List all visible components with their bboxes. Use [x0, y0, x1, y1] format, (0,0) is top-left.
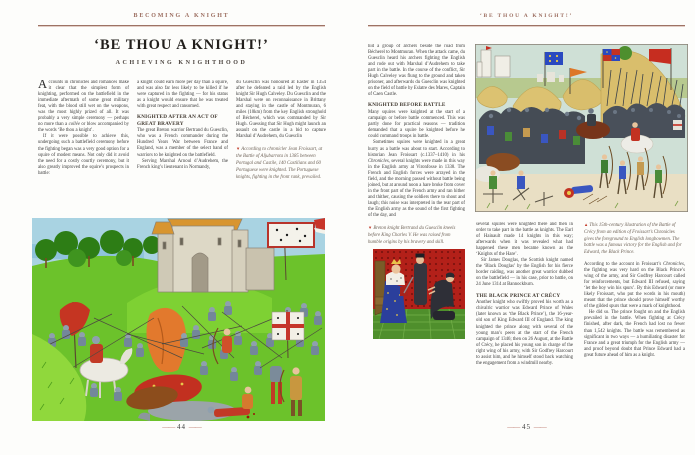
left-column-2: [137, 80, 228, 218]
body-paragraph: a knight could earn more per day than a squire, and was also far less likely to be killed if he were captured in the fighting — for his status as a knight would ensure that he was treated with great respect and ransomed.: [137, 80, 228, 110]
left-running-head: BECOMING A KNIGHT: [133, 13, 230, 19]
page-subtitle: ACHIEVING KNIGHTHOOD: [115, 60, 248, 66]
body-paragraph: du Guesclin was honoured at Easter in 1354 after he defeated a raid led by the English knight Sir Hugh Calveley. Du Guesclin and the Marshal were on reconnaissance in Brittany and staying in the castle of Montmuran, 6 miles (10km) from the key English stronghold of Bécherel, which was commanded by Sir Hugh. Guessing that Sir Hugh might launch an assault on the castle in a bid to capture Marshal d’Audrehem, du Guesclin: [236, 80, 326, 140]
caption-arrow-down-icon: ▼: [368, 225, 373, 231]
page-number-dash: ——: [507, 423, 520, 431]
body-paragraph: Accounts in chronicles and romances make it clear that the simplest form of knighting, performed on the battlefield in the immediate aftermath of some great military feat, with the blood still wet on the weapons, was the most highly prized of all. It was probably a very simple ceremony — perhaps no more than a collée or blow accompanied by the words ‘Be thou a knight’.: [38, 80, 129, 134]
body-paragraph: Another knight who swiftly proved his worth as a chivalric warrior was Edward Prince of Wales (later known as ‘the Black Prince’), the 16-year-old son of King Edward III of England. The king knighted the prince along with several of the young man’s peers at the start of the French campaign of 1346; then on 26 August, at the Battle of Crécy, he placed his young son in charge of the right wing of his army, with Sir Godfrey Harcourt to assist him, and he himself stood back watching the engagement from a windmill nearby.: [476, 300, 573, 366]
left-column-1: [38, 80, 129, 218]
image-caption: ▼ Breton knight Bertrand du Guesclin kneels before King Charles V. He was raised from humble origins by his bravery and skill.: [368, 225, 456, 245]
body-paragraph: Sometimes squires were knighted in a great hurry as a battle was about to start. According to historian Jean Froissart (c.1337–1410) in his Chronicles, several knights were made in this way in the English army at Vironfosse in 1338. The French and English forces were arrayed in the field, and the morning passed without battle being joined, but at around noon a hare broke from cover in the front part of the French army and ran hither and thither, causing the soldiers there to shout and laugh; this noise was interpreted in the rear part of the English army as the sound of the first fighting of the day, and: [368, 140, 465, 219]
right-column-2: [476, 222, 573, 428]
right-running-head: ‘BE THOU A KNIGHT!’: [479, 13, 574, 19]
right-page-number: —— 45 ——: [507, 423, 546, 431]
page-number-dash: ——: [533, 423, 546, 431]
right-header-rule: [368, 25, 685, 26]
body-paragraph: The great Breton warrior Bertrand du Guesclin, who was a French commander during the Hundred Years War between France and England, was a member of the select band of warriors to be knighted on the battlefield.: [137, 128, 228, 158]
foreign-term: collée: [68, 122, 80, 128]
book-title: Chronicles: [663, 261, 684, 267]
left-header-rule: [38, 25, 325, 26]
body-paragraph: several squires were knighted there and then in order to take part in the battle as knights. The Earl of Hainault made 14 knights in this way; afterwards when it was revealed what had happened these men became known as the ‘Knights of the Hare’.: [476, 222, 573, 258]
body-paragraph: Sir James Douglas, the Scottish knight named the ‘Black Douglas’ by the English for his fierce border raiding, was another great warrior dubbed on the battlefield — in his case, prior to battle, on 24 June 1314 at Bannockburn.: [476, 258, 573, 288]
section-subhead: KNIGHTED BEFORE BATTLE: [368, 102, 446, 109]
book-title: Chronicles: [653, 229, 675, 235]
caption-arrow-up-icon: ▲: [584, 222, 589, 227]
du-guesclin-before-charles-v-illustration: [373, 249, 465, 339]
body-paragraph: hid a group of archers beside the road from Bécherel to Montmuran. When the attack came, du Guesclin heard his archers fighting the English and rode out with Marshal d’Audrehem to take part in the battle. In the course of the conflict, Sir Hugh Calveley was flung to the ground and taken prisoner, and afterwards du Guesclin was knighted on the field of battle by Eslatre des Mares, Captain of Caen Castle.: [368, 44, 465, 98]
image-caption: ▲ This 15th-century illustration of the Battle of Crécy from an edition of Froissart’s Chronicles gives the foreground to English longbowmen. The battle was a famous victory for the English and for Edward, the Black Prince.: [584, 222, 682, 256]
battle-before-castle-illustration: [32, 218, 325, 421]
book-title: Chronicles: [368, 158, 389, 164]
image-caption: ▼ According to chronicler Jean Froissart, at the Battle of Aljubarrota in 1385 between Portugal and Castile, 140 Castilians and 60 Portuguese were knighted. The Portuguese knights, fighting in the front rank, prevailed.: [236, 146, 323, 180]
right-column-1: [368, 44, 465, 428]
body-paragraph: According to the account in Froissart’s Chronicles, the fighting was very hard on the Black Prince’s wing of the army, and Sir Godfrey Harcourt called for reinforcements, but Edward III refused, saying ‘let the boy win his spurs’. By this Edward (or more likely Froissart, who put the words in his mouth) meant that the prince should prove himself worthy of the gilded spurs that were a mark of knighthood.: [584, 261, 685, 310]
body-paragraph: Many squires were knighted at the start of a campaign or before battle commenced. This was partly done for practical reasons — tradition demanded that a squire be knighted before he could command troops in battle.: [368, 110, 465, 140]
section-subhead: THE BLACK PRINCE AT CRÉCY: [476, 292, 561, 299]
battle-of-crecy-illustration: [475, 44, 688, 212]
section-subhead: KNIGHTED AFTER AN ACT OF GREAT BRAVERY: [137, 114, 218, 127]
body-paragraph: Serving Marshal Arnoul d’Audrehem, the French king’s lieutenant in Normandy,: [137, 158, 228, 170]
body-paragraph: He did so. The prince fought on and the English prevailed in the battle. When fighting at Crécy finished, after dark, the French had lost no fewer than 1,542 knights. The battle was remembered as significant in two ways — a humiliating disaster for France and a great triumph for the English army — and proof beyond doubt that Prince Edward had a great future ahead of him as a knight.: [584, 310, 685, 358]
caption-arrow-down-icon: ▼: [236, 146, 241, 152]
right-column-3: [584, 222, 685, 428]
left-page-number: —— 44 ——: [162, 423, 201, 431]
drop-cap: A: [38, 80, 48, 91]
page-number-dash: ——: [162, 423, 175, 431]
page-title: ‘BE THOU A KNIGHT!’: [94, 37, 269, 53]
left-column-3: [236, 80, 326, 218]
body-paragraph: If it were possible to achieve this, undergoing such a battlefield ceremony before the fighting began was a very good option for a squire of modest means. Not only did it avoid the need for a costly courtly ceremony, but it also greatly improved the squire’s prospects in battle:: [38, 134, 129, 176]
page-number-dash: ——: [188, 423, 201, 431]
